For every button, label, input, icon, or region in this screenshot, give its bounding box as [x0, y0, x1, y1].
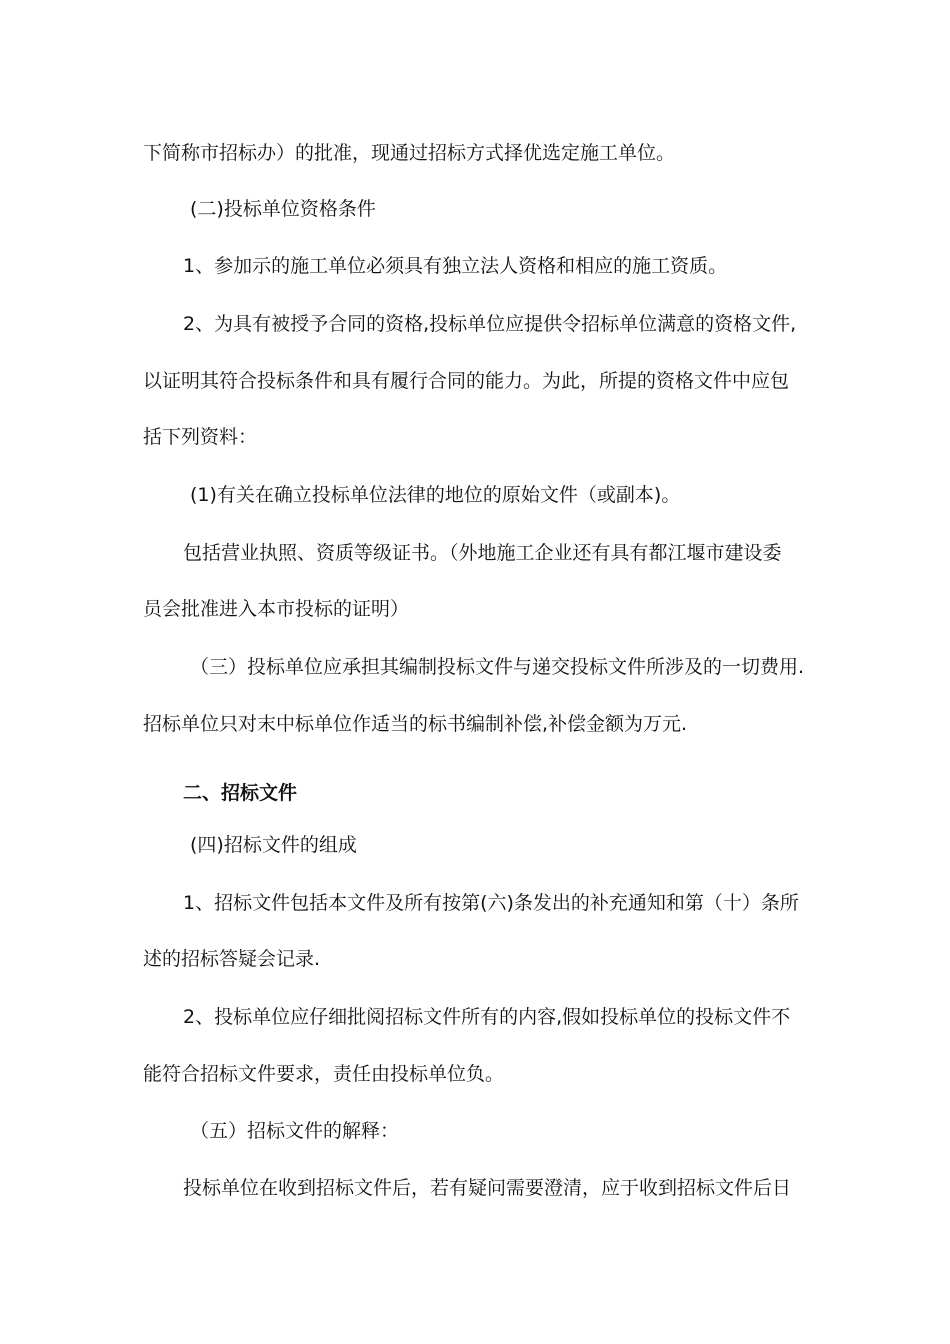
paragraph-line-19: 投标单位在收到招标文件后，若有疑问需要澄清，应于收到招标文件后日 — [183, 1177, 792, 1199]
paragraph-line-14: 1、招标文件包括本文件及所有按第(六)条发出的补充通知和第（十）条所 — [183, 892, 799, 914]
paragraph-line-3: 1、参加示的施工单位必须具有独立法人资格和相应的施工资质。 — [183, 255, 728, 277]
paragraph-line-1: 下简称市招标办）的批准，现通过招标方式择优选定施工单位。 — [143, 142, 676, 164]
section-heading-5: （五）招标文件的解释： — [190, 1120, 400, 1142]
paragraph-line-4: 2、为具有被授予合同的资格,投标单位应提供令招标单位满意的资格文件, — [183, 313, 797, 335]
paragraph-line-9: 员会批准进入本市投标的证明） — [143, 598, 410, 620]
paragraph-line-7: (1)有关在确立投标单位法律的地位的原始文件（或副本)。 — [190, 484, 681, 506]
chapter-heading: 二、招标文件 — [183, 782, 298, 804]
paragraph-line-10: （三）投标单位应承担其编制投标文件与递交投标文件所涉及的一切费用. — [190, 656, 805, 678]
section-heading-4: (四)招标文件的组成 — [190, 834, 357, 856]
paragraph-line-17: 能符合招标文件要求，责任由投标单位负。 — [143, 1063, 505, 1085]
paragraph-line-15: 述的招标答疑会记录. — [143, 948, 321, 970]
paragraph-line-5: 以证明其符合投标条件和具有履行合同的能力。为此，所提的资格文件中应包 — [143, 370, 790, 392]
paragraph-line-8: 包括营业执照、资质等级证书。（外地施工企业还有具有都江堰市建设委 — [183, 542, 782, 564]
paragraph-line-11: 招标单位只对末中标单位作适当的标书编制补偿,补偿金额为万元. — [143, 713, 688, 735]
section-heading-2: (二)投标单位资格条件 — [190, 198, 376, 220]
paragraph-line-6: 括下列资料： — [143, 426, 258, 448]
paragraph-line-16: 2、投标单位应仔细批阅招标文件所有的内容,假如投标单位的投标文件不 — [183, 1006, 791, 1028]
